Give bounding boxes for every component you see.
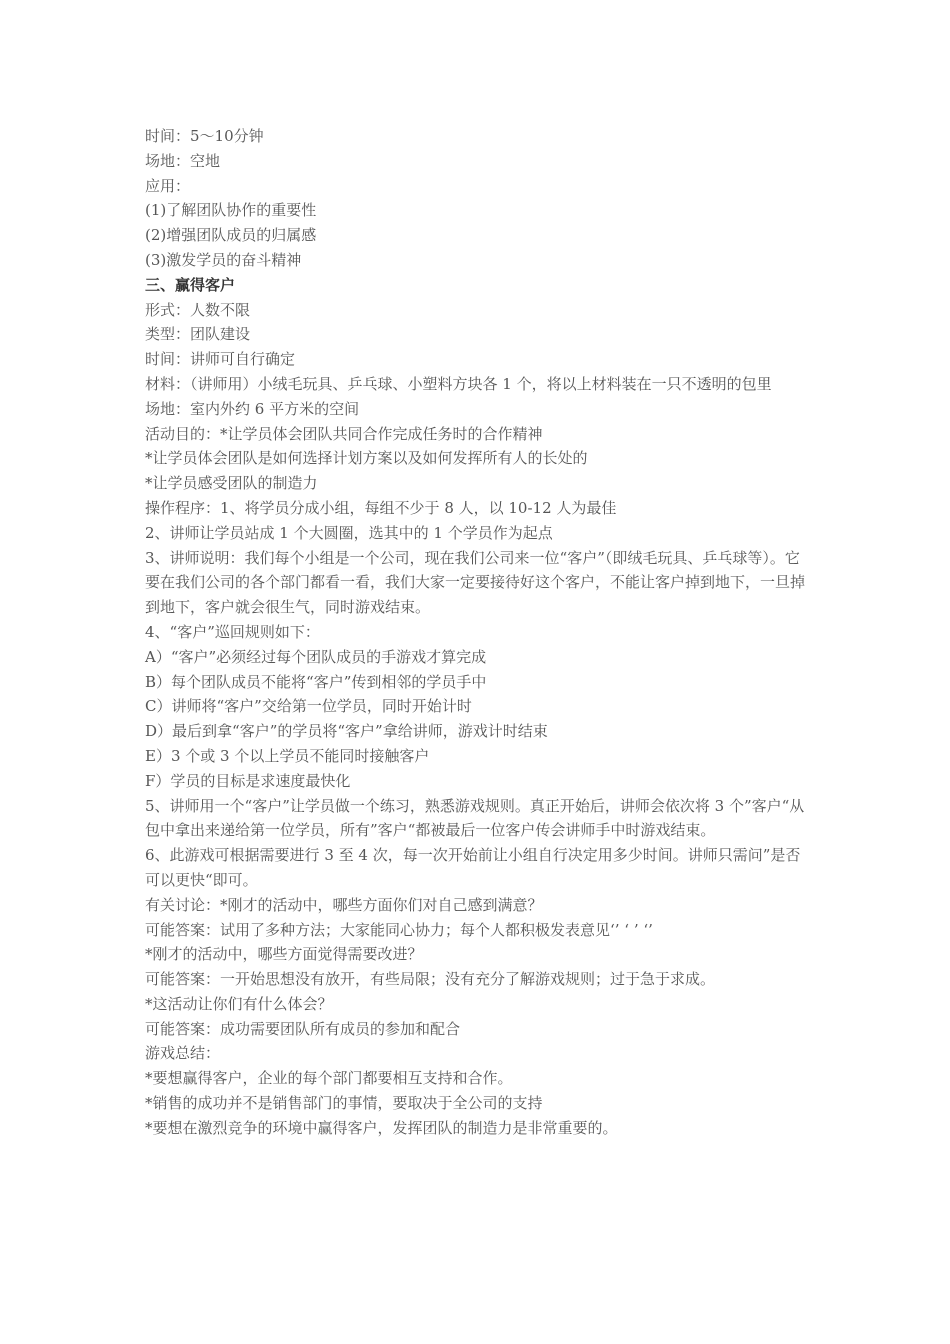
text-line-application: 应用：	[145, 176, 191, 195]
text-line-application-2: (2)增强团队成员的归属感	[145, 226, 317, 245]
text-line-procedure-6: 6、此游戏可根据需要进行 3 至 4 次，每一次开始前让小组自行决定用多少时间。讲师只需问”是否可以更快“即可。	[145, 846, 801, 889]
text-line-space: 场地：室内外约 6 平方米的空间	[145, 399, 360, 418]
text-line-rule-d: D）最后到拿“客户”的学员将“客户”拿给讲师，游戏计时结束	[145, 722, 548, 741]
text-line-answer-1: 可能答案：试用了多种方法；大家能同心协力；每个人都积极发表意见‘’ ‘ ’ ‘’	[145, 920, 653, 939]
text-line-type: 类型：团队建设	[145, 325, 251, 344]
text-line-time: 时间：5～10分钟	[145, 127, 264, 145]
text-line-answer-2: 可能答案：一开始思想没有放开，有些局限；没有充分了解游戏规则；过于急于求成。	[145, 970, 716, 989]
text-line-venue: 场地：空地	[145, 151, 221, 170]
text-line-procedure-4: 4、“客户”巡回规则如下：	[145, 622, 320, 641]
text-line-discussion-2: *刚才的活动中，哪些方面觉得需要改进？	[145, 945, 423, 964]
text-line-purpose-3: *让学员感受团队的制造力	[145, 474, 318, 493]
text-line-procedure-3: 3、讲师说明：我们每个小组是一个公司，现在我们公司来一位“客户”（即绒毛玩具、乒乓球等）。它要在我们公司的各个部门都看一看，我们大家一定要接待好这个客户，不能让客户掉到地下，一旦掉到地下，客户就会很生气，同时游戏结束。	[145, 548, 806, 617]
text-line-purpose-2: *让学员体会团队是如何选择计划方案以及如何发挥所有人的长处的	[145, 449, 588, 468]
section-heading: 三、赢得客户	[145, 275, 236, 294]
text-line-procedure-2: 2、讲师让学员站成 1 个大圆圈，选其中的 1 个学员作为起点	[145, 523, 553, 542]
text-line-procedure-5: 5、讲师用一个“客户”让学员做一个练习，熟悉游戏规则。真正开始后，讲师会依次将 3 个”客户“从包中拿出来递给第一位学员，所有”客户“都被最后一位客户传会讲师手中时游戏结束。	[145, 796, 805, 840]
text-line-answer-3: 可能答案：成功需要团队所有成员的参加和配合	[145, 1019, 461, 1038]
text-line-summary: 游戏总结：	[145, 1044, 221, 1063]
text-line-rule-e: E）3 个或 3 个以上学员不能同时接触客户	[145, 746, 430, 765]
text-line-procedure-1: 操作程序：1、将学员分成小组，每组不少于 8 人，以 10-12 人为最佳	[145, 498, 617, 517]
text-line-duration: 时间：讲师可自行确定	[145, 350, 296, 369]
text-line-format: 形式：人数不限	[145, 300, 251, 319]
text-line-summary-3: *要想在激烈竞争的环境中赢得客户，发挥团队的制造力是非常重要的。	[145, 1118, 618, 1137]
text-line-rule-f: F）学员的目标是求速度最快化	[145, 771, 351, 790]
text-line-application-3: (3)激发学员的奋斗精神	[145, 250, 302, 269]
text-line-application-1: (1)了解团队协作的重要性	[145, 201, 317, 220]
text-line-discussion-1: 有关讨论：*刚才的活动中，哪些方面你们对自己感到满意？	[145, 895, 543, 914]
text-line-rule-c: C）讲师将“客户”交给第一位学员，同时开始计时	[145, 697, 472, 716]
text-line-summary-2: *销售的成功并不是销售部门的事情，要取决于全公司的支持	[145, 1094, 543, 1113]
text-line-purpose: 活动目的：*让学员体会团队共同合作完成任务时的合作精神	[145, 424, 543, 443]
text-line-materials: 材料：（讲师用）小绒毛玩具、乒乓球、小塑料方块各 1 个，将以上材料装在一只不透明的包里	[145, 374, 772, 393]
text-line-discussion-3: *这活动让你们有什么体会？	[145, 994, 333, 1013]
text-line-summary-1: *要想赢得客户，企业的每个部门都要相互支持和合作。	[145, 1069, 513, 1088]
text-line-rule-a: A）“客户”必须经过每个团队成员的手游戏才算完成	[145, 647, 487, 666]
document-body	[145, 124, 813, 1141]
text-line-rule-b: B）每个团队成员不能将“客户”传到相邻的学员手中	[145, 672, 487, 691]
